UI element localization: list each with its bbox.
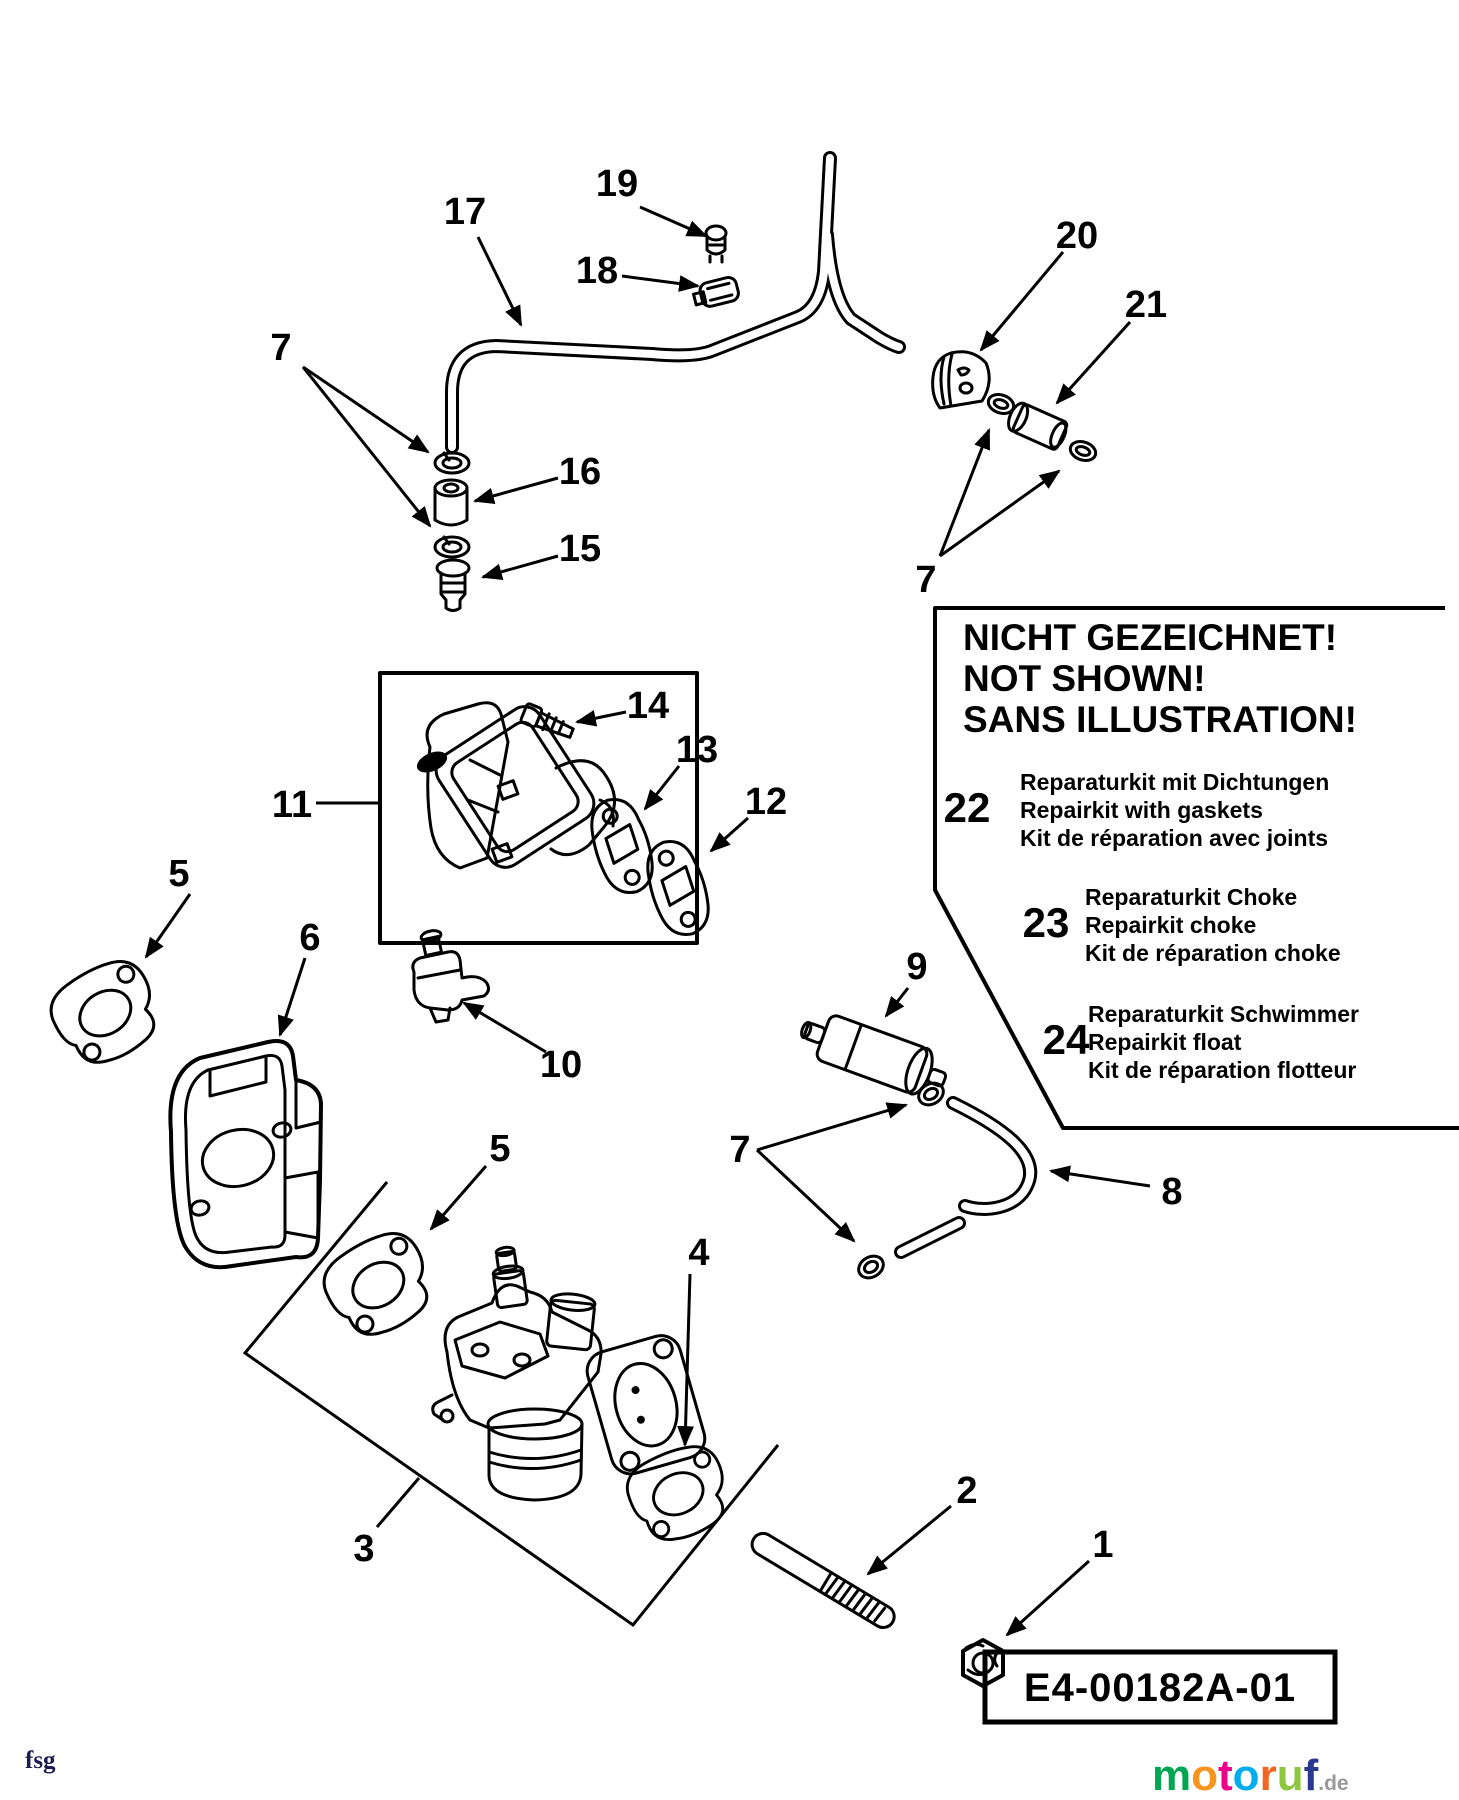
footer-signature: fsg <box>25 1747 56 1774</box>
callout-2: 2 <box>956 1470 978 1512</box>
part-11-fuel-pump <box>414 700 615 874</box>
gasket-4 <box>618 1435 741 1553</box>
not-shown-item-22-line-1: Reparaturkit mit Dichtungen <box>1020 769 1330 795</box>
gasket-5-upper <box>40 948 174 1078</box>
callout-12: 12 <box>744 781 788 823</box>
callout-18: 18 <box>575 250 619 292</box>
callout-17: 17 <box>443 191 487 233</box>
callout-layer <box>168 163 1182 1570</box>
part-6-plate <box>170 1041 321 1267</box>
leader-lines <box>146 207 1150 1635</box>
motoruf-letter: m <box>1152 1751 1192 1800</box>
callout-7: 7 <box>270 327 292 369</box>
part-18-clamp <box>692 276 740 310</box>
motoruf-letter: o <box>1191 1751 1219 1800</box>
not-shown-item-23-line-1: Reparaturkit Choke <box>1085 884 1298 910</box>
part-code-box <box>985 1652 1335 1722</box>
callout-1: 1 <box>1092 1524 1114 1566</box>
clamp-7-hose <box>855 1252 888 1282</box>
not-shown-item-24-line-2: Repairkit float <box>1088 1029 1242 1055</box>
motoruf-suffix: .de <box>1318 1772 1349 1795</box>
callout-6: 6 <box>299 917 321 959</box>
part-15-valve <box>437 560 469 611</box>
callout-5: 5 <box>489 1128 511 1170</box>
motoruf-letter: t <box>1218 1751 1233 1800</box>
callout-5: 5 <box>168 853 190 895</box>
callout-21: 21 <box>1124 284 1168 326</box>
not-shown-item-number-22: 22 <box>943 784 991 831</box>
callout-7: 7 <box>729 1129 751 1171</box>
callout-8: 8 <box>1161 1171 1183 1213</box>
part-21-spacer <box>1005 400 1070 451</box>
callout-11: 11 <box>271 784 313 826</box>
not-shown-item-24-line-1: Reparaturkit Schwimmer <box>1088 1001 1359 1027</box>
part-3-carburetor <box>433 1245 710 1500</box>
not-shown-heading-line-2: NOT SHOWN! <box>963 658 1206 699</box>
motoruf-letter: f <box>1303 1751 1319 1800</box>
motoruf-logo <box>1152 1751 1349 1800</box>
not-shown-box <box>935 608 1459 1128</box>
callout-14: 14 <box>626 685 670 727</box>
not-shown-item-24-line-3: Kit de réparation flotteur <box>1088 1057 1357 1083</box>
not-shown-item-number-24: 24 <box>1042 1016 1090 1063</box>
callout-13: 13 <box>675 729 719 771</box>
part-19-screw <box>706 226 726 262</box>
callout-15: 15 <box>558 528 602 570</box>
part-14-screw <box>520 703 576 741</box>
callout-7: 7 <box>915 559 937 601</box>
motoruf-letter: u <box>1276 1751 1304 1800</box>
part-16-connector <box>435 480 467 525</box>
callout-3: 3 <box>353 1528 375 1570</box>
part-17-fuel-line <box>452 158 899 447</box>
motoruf-letter: r <box>1259 1751 1277 1800</box>
part-20-primer <box>933 352 990 408</box>
callout-16: 16 <box>558 451 602 493</box>
part-2-stud <box>748 1529 898 1631</box>
not-shown-heading-line-1: NICHT GEZEICHNET! <box>963 617 1338 658</box>
clamp-7-upper <box>435 453 469 473</box>
callout-9: 9 <box>906 946 928 988</box>
callout-19: 19 <box>595 163 639 205</box>
part-code: E4-00182A-01 <box>1023 1666 1297 1710</box>
part-8-hose <box>901 1103 1030 1252</box>
not-shown-item-22-line-3: Kit de réparation avec joints <box>1020 825 1329 851</box>
not-shown-item-number-23: 23 <box>1022 899 1070 946</box>
not-shown-item-23-line-2: Repairkit choke <box>1085 912 1257 938</box>
clamp-7-right-b <box>1068 438 1098 463</box>
callout-10: 10 <box>539 1044 583 1086</box>
gasket-5-lower <box>313 1220 447 1350</box>
not-shown-item-22-line-2: Repairkit with gaskets <box>1020 797 1263 823</box>
motoruf-letter: o <box>1232 1751 1260 1800</box>
not-shown-item-23-line-3: Kit de réparation choke <box>1085 940 1341 966</box>
not-shown-heading-line-3: SANS ILLUSTRATION! <box>963 699 1357 740</box>
callout-20: 20 <box>1055 215 1099 257</box>
clamp-7-lower <box>435 537 469 557</box>
callout-4: 4 <box>688 1232 710 1274</box>
